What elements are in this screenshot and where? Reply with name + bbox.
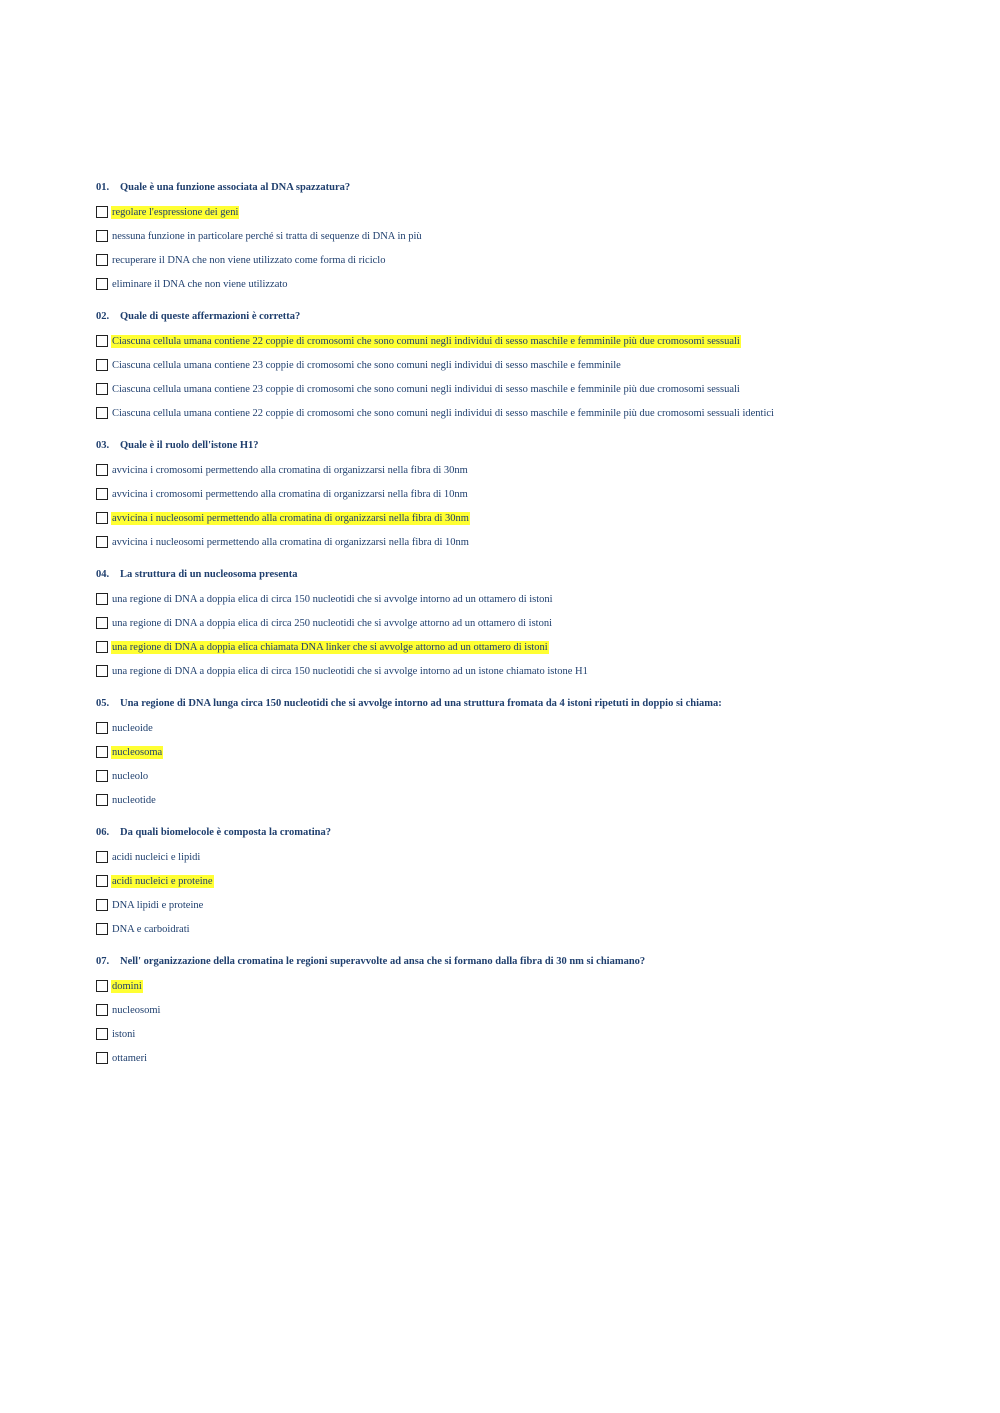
answer-checkbox[interactable] <box>96 488 108 500</box>
question-heading <box>96 954 956 969</box>
answer-checkbox[interactable] <box>96 641 108 653</box>
answer-option[interactable] <box>96 587 956 611</box>
question-heading <box>96 438 956 453</box>
quiz-document <box>96 180 956 1083</box>
answer-option[interactable] <box>96 377 956 401</box>
question-heading <box>96 180 956 195</box>
answer-option[interactable] <box>96 917 956 941</box>
answer-label: acidi nucleici e lipidi <box>112 851 201 863</box>
answer-checkbox[interactable] <box>96 512 108 524</box>
answer-option[interactable] <box>96 998 956 1022</box>
answer-option[interactable] <box>96 506 956 530</box>
answer-label: una regione di DNA a doppia elica di circa 150 nucleotidi che si avvolge intorno ad un istone chiamato istone H1 <box>112 665 588 677</box>
question-text: Quale è una funzione associata al DNA spazzatura? <box>120 182 351 193</box>
answer-checkbox[interactable] <box>96 617 108 629</box>
answer-label: istoni <box>112 1028 136 1040</box>
answer-option[interactable] <box>96 788 956 812</box>
question-heading <box>96 696 956 711</box>
answer-option[interactable] <box>96 635 956 659</box>
answer-checkbox[interactable] <box>96 794 108 806</box>
question-text: Una regione di DNA lunga circa 150 nucleotidi che si avvolge intorno ad una struttura fromata da 4 istoni ripetuti in doppio si chiama: <box>120 698 722 709</box>
answer-label: avvicina i nucleosomi permettendo alla cromatina di organizzarsi nella fibra di 10nm <box>112 536 469 548</box>
answer-label: nessuna funzione in particolare perché si tratta di sequenze di DNA in più <box>112 230 422 242</box>
question-block <box>96 309 956 425</box>
question-text: Quale di queste affermazioni è corretta? <box>120 311 301 322</box>
answer-option[interactable] <box>96 248 956 272</box>
answer-checkbox[interactable] <box>96 206 108 218</box>
answer-checkbox[interactable] <box>96 1004 108 1016</box>
answer-label: eliminare il DNA che non viene utilizzato <box>112 278 288 290</box>
answer-label-highlighted: regolare l'espressione dei geni <box>112 206 239 218</box>
question-block <box>96 180 956 296</box>
answer-checkbox[interactable] <box>96 335 108 347</box>
answer-option[interactable] <box>96 659 956 683</box>
question-number: 02. <box>96 311 110 322</box>
answer-checkbox[interactable] <box>96 851 108 863</box>
question-number: 05. <box>96 698 110 709</box>
answer-option[interactable] <box>96 740 956 764</box>
answer-label: recuperare il DNA che non viene utilizzato come forma di riciclo <box>112 254 386 266</box>
answer-label-highlighted: domini <box>112 980 142 992</box>
answer-checkbox[interactable] <box>96 665 108 677</box>
answer-checkbox[interactable] <box>96 359 108 371</box>
answer-checkbox[interactable] <box>96 770 108 782</box>
answer-label-highlighted: avvicina i nucleosomi permettendo alla cromatina di organizzarsi nella fibra di 30nm <box>112 512 469 524</box>
answer-checkbox[interactable] <box>96 464 108 476</box>
answer-checkbox[interactable] <box>96 593 108 605</box>
answer-label: Ciascuna cellula umana contiene 22 coppie di cromosomi che sono comuni negli individui di sesso maschile e femminile più due cromosomi sessuali identici <box>112 407 774 419</box>
answer-checkbox[interactable] <box>96 383 108 395</box>
answer-checkbox[interactable] <box>96 254 108 266</box>
answer-label: nucleosomi <box>112 1004 161 1016</box>
answer-checkbox[interactable] <box>96 536 108 548</box>
answer-label-highlighted: nucleosoma <box>112 746 163 758</box>
answer-label: nucleotide <box>112 794 156 806</box>
question-text: Quale è il ruolo dell'istone H1? <box>120 440 259 451</box>
answer-option[interactable] <box>96 329 956 353</box>
answer-checkbox[interactable] <box>96 278 108 290</box>
question-heading <box>96 567 956 582</box>
answer-label: DNA e carboidrati <box>112 923 190 935</box>
answer-label: una regione di DNA a doppia elica di circa 250 nucleotidi che si avvolge attorno ad un ottamero di istoni <box>112 617 553 629</box>
question-heading <box>96 825 956 840</box>
question-block <box>96 438 956 554</box>
answer-checkbox[interactable] <box>96 923 108 935</box>
question-text: Nell' organizzazione della cromatina le regioni superavvolte ad ansa che si formano dalla fibra di 30 nm si chiamano? <box>120 956 646 967</box>
answer-label: Ciascuna cellula umana contiene 23 coppie di cromosomi che sono comuni negli individui di sesso maschile e femminile <box>112 359 621 371</box>
answer-option[interactable] <box>96 764 956 788</box>
answer-checkbox[interactable] <box>96 407 108 419</box>
answer-option[interactable] <box>96 716 956 740</box>
answer-checkbox[interactable] <box>96 746 108 758</box>
answer-option[interactable] <box>96 530 956 554</box>
answer-option[interactable] <box>96 1046 956 1070</box>
answer-label: nucleoide <box>112 722 153 734</box>
question-text: La struttura di un nucleosoma presenta <box>120 569 298 580</box>
question-heading <box>96 309 956 324</box>
question-block <box>96 825 956 941</box>
answer-label: avvicina i cromosomi permettendo alla cromatina di organizzarsi nella fibra di 10nm <box>112 488 468 500</box>
answer-label: DNA lipidi e proteine <box>112 899 204 911</box>
question-number: 06. <box>96 827 110 838</box>
answer-option[interactable] <box>96 974 956 998</box>
answer-label: Ciascuna cellula umana contiene 23 coppie di cromosomi che sono comuni negli individui di sesso maschile e femminile più due cromosomi sessuali <box>112 383 740 395</box>
answer-option[interactable] <box>96 458 956 482</box>
answer-option[interactable] <box>96 893 956 917</box>
answer-checkbox[interactable] <box>96 1028 108 1040</box>
question-block <box>96 954 956 1070</box>
answer-option[interactable] <box>96 1022 956 1046</box>
answer-label-highlighted: Ciascuna cellula umana contiene 22 coppie di cromosomi che sono comuni negli individui di sesso maschile e femminile più due cromosomi sessuali <box>112 335 740 347</box>
answer-label-highlighted: una regione di DNA a doppia elica chiamata DNA linker che si avvolge attorno ad un ottamero di istoni <box>112 641 548 653</box>
answer-option[interactable] <box>96 353 956 377</box>
question-block <box>96 696 956 812</box>
answer-label: nucleolo <box>112 770 149 782</box>
answer-checkbox[interactable] <box>96 1052 108 1064</box>
answer-label: avvicina i cromosomi permettendo alla cromatina di organizzarsi nella fibra di 30nm <box>112 464 468 476</box>
answer-option[interactable] <box>96 482 956 506</box>
answer-checkbox[interactable] <box>96 875 108 887</box>
question-number: 07. <box>96 956 110 967</box>
answer-option[interactable] <box>96 845 956 869</box>
question-number: 03. <box>96 440 110 451</box>
question-block <box>96 567 956 683</box>
answer-checkbox[interactable] <box>96 722 108 734</box>
answer-option[interactable] <box>96 224 956 248</box>
answer-checkbox[interactable] <box>96 980 108 992</box>
answer-option[interactable] <box>96 611 956 635</box>
answer-option[interactable] <box>96 401 956 425</box>
answer-option[interactable] <box>96 869 956 893</box>
question-number: 04. <box>96 569 110 580</box>
answer-checkbox[interactable] <box>96 230 108 242</box>
answer-option[interactable] <box>96 200 956 224</box>
answer-label: ottameri <box>112 1052 147 1064</box>
answer-label-highlighted: acidi nucleici e proteine <box>112 875 213 887</box>
answer-option[interactable] <box>96 272 956 296</box>
question-number: 01. <box>96 182 110 193</box>
answer-label: una regione di DNA a doppia elica di circa 150 nucleotidi che si avvolge intorno ad un ottamero di istoni <box>112 593 553 605</box>
question-text: Da quali biomelocole è composta la cromatina? <box>120 827 331 838</box>
answer-checkbox[interactable] <box>96 899 108 911</box>
